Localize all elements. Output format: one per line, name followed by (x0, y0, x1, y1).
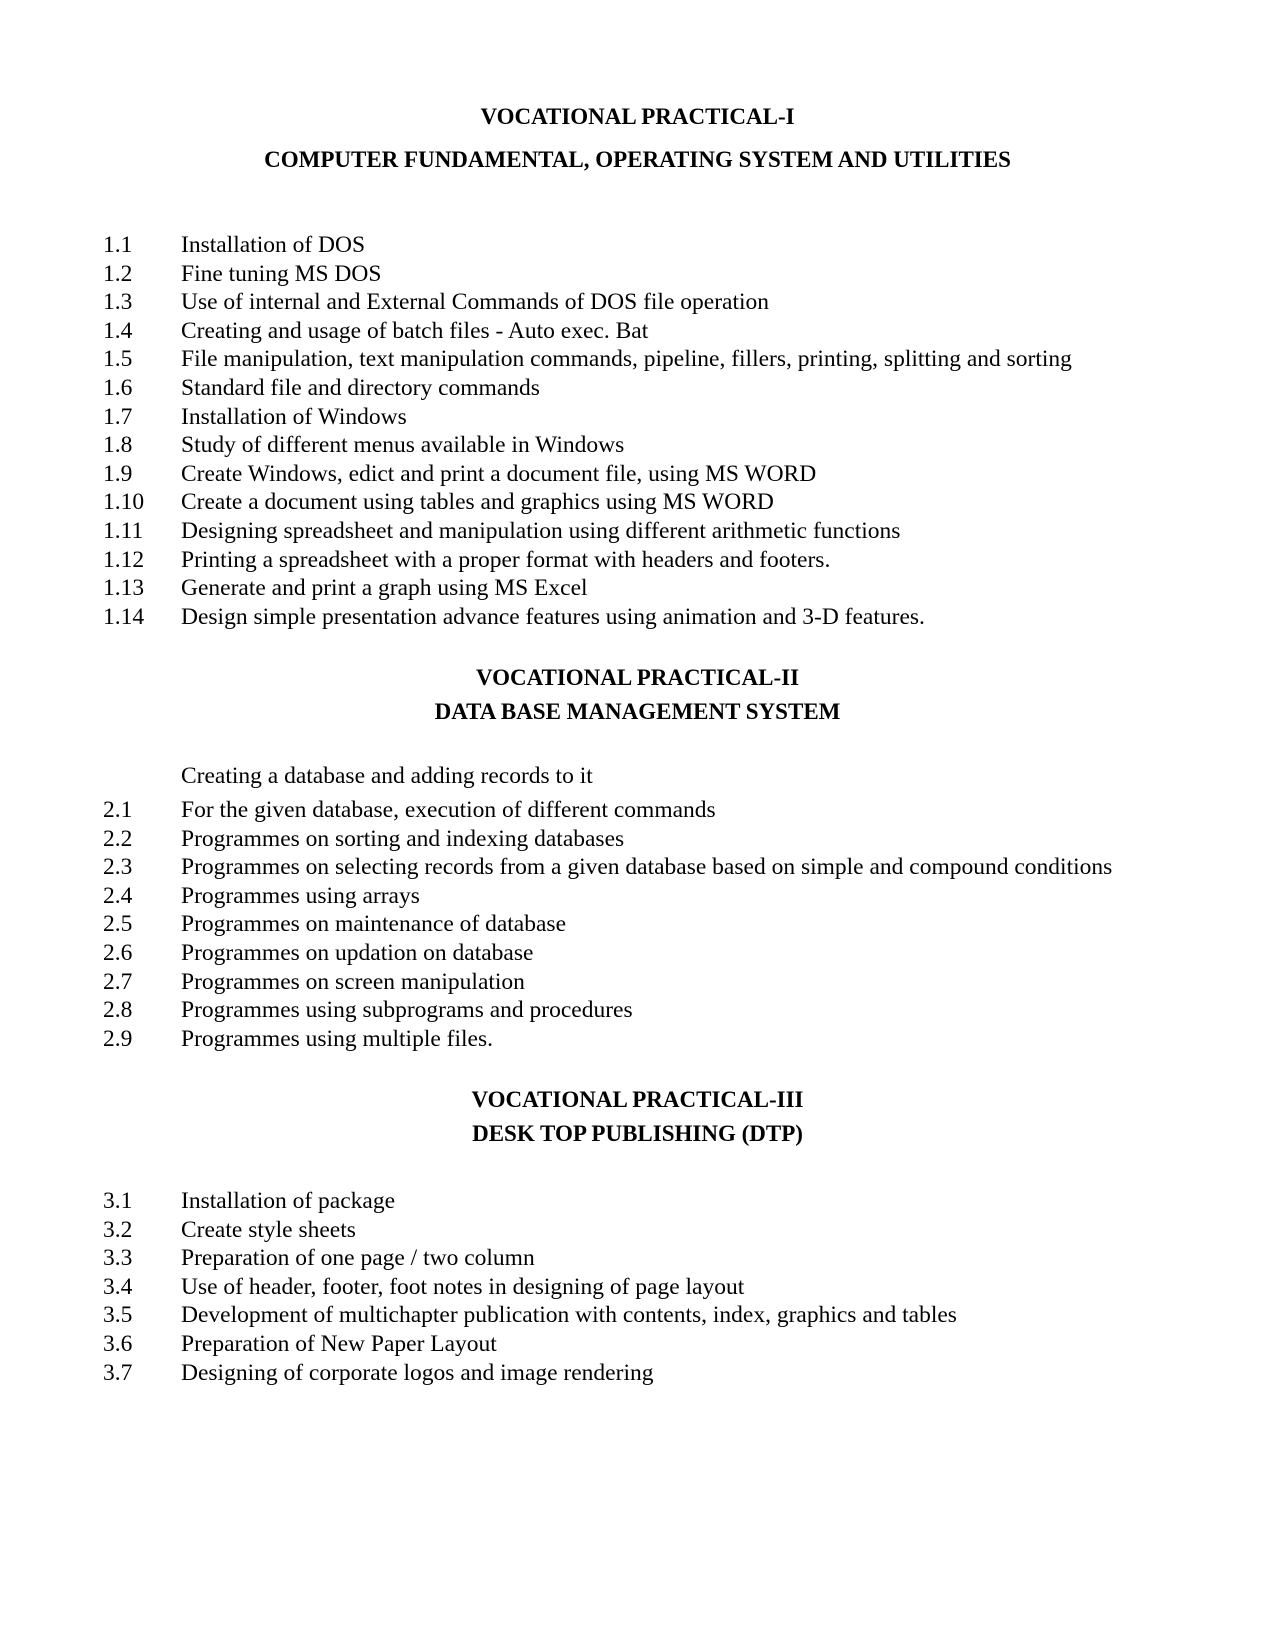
item-text: Create a document using tables and graphics using MS WORD (181, 489, 774, 516)
item-number: 1.14 (103, 603, 145, 630)
item-text: Designing spreadsheet and manipulation using different arithmetic functions (181, 517, 901, 544)
item-text: File manipulation, text manipulation commands, pipeline, fillers, printing, splitting and sorting (181, 346, 1072, 373)
item-text: Use of header, footer, foot notes in designing of page layout (181, 1273, 745, 1300)
item-text: Programmes on updation on database (181, 939, 534, 966)
item-number: 1.8 (103, 432, 133, 459)
item-number: 3.1 (103, 1188, 133, 1214)
section2-intro: Creating a database and adding records to it (181, 763, 593, 789)
item-text: Programmes on screen manipulation (181, 968, 525, 995)
item-text: Design simple presentation advance features using animation and 3-D features. (181, 603, 925, 630)
item-text: Fine tuning MS DOS (181, 260, 382, 287)
item-text: Preparation of one page / two column (181, 1245, 535, 1272)
item-number: 1.11 (103, 517, 144, 544)
item-number: 3.4 (103, 1273, 133, 1300)
item-number: 1.12 (103, 546, 145, 573)
item-text: Create Windows, edict and print a document file, using MS WORD (181, 460, 817, 487)
item-text: Create style sheets (181, 1216, 356, 1243)
item-text: For the given database, execution of different commands (181, 797, 716, 823)
item-number: 2.2 (103, 825, 133, 852)
item-number: 1.2 (103, 260, 133, 287)
item-text: Designing of corporate logos and image rendering (181, 1359, 654, 1386)
item-text: Creating and usage of batch files - Auto exec. Bat (181, 317, 649, 344)
item-number: 2.1 (103, 797, 133, 823)
item-number: 1.5 (103, 346, 133, 373)
item-text: Programmes using arrays (181, 882, 420, 909)
section3-title: VOCATIONAL PRACTICAL-III (471, 1087, 804, 1112)
item-number: 3.5 (103, 1302, 133, 1329)
item-number: 3.7 (103, 1359, 133, 1386)
item-text: Installation of package (181, 1188, 396, 1214)
item-text: Development of multichapter publication with contents, index, graphics and tables (181, 1302, 957, 1329)
item-number: 1.9 (103, 460, 133, 487)
item-number: 2.7 (103, 968, 133, 995)
item-text: Generate and print a graph using MS Excel (181, 575, 588, 602)
item-number: 1.3 (103, 289, 133, 316)
item-number: 2.8 (103, 997, 133, 1024)
item-text: Study of different menus available in Windows (181, 432, 625, 459)
item-text: Standard file and directory commands (181, 374, 540, 401)
section2-title: VOCATIONAL PRACTICAL-II (475, 665, 800, 690)
item-number: 2.3 (103, 854, 133, 881)
item-text: Printing a spreadsheet with a proper format with headers and footers. (181, 546, 831, 573)
item-text: Programmes on sorting and indexing databases (181, 825, 625, 852)
item-number: 1.13 (103, 575, 145, 602)
item-number: 3.6 (103, 1330, 133, 1357)
section3-subtitle: DESK TOP PUBLISHING (DTP) (472, 1121, 803, 1146)
section1-title: VOCATIONAL PRACTICAL-I (480, 104, 795, 129)
item-number: 2.9 (103, 1025, 133, 1052)
item-number: 1.1 (103, 232, 133, 258)
item-number: 1.10 (103, 489, 145, 516)
item-number: 3.3 (103, 1245, 133, 1272)
item-number: 2.4 (103, 882, 133, 909)
section1-subtitle: COMPUTER FUNDAMENTAL, OPERATING SYSTEM AND UTILITIES (264, 147, 1011, 172)
item-text: Preparation of New Paper Layout (181, 1330, 497, 1357)
item-text: Programmes on selecting records from a given database based on simple and compound conditions (181, 854, 1113, 881)
item-number: 1.6 (103, 374, 133, 401)
item-number: 2.5 (103, 911, 133, 938)
section2-subtitle: DATA BASE MANAGEMENT SYSTEM (434, 699, 841, 724)
item-number: 3.2 (103, 1216, 133, 1243)
item-text: Installation of DOS (181, 232, 366, 258)
item-number: 1.7 (103, 403, 133, 430)
item-text: Programmes using multiple files. (181, 1025, 493, 1052)
item-text: Programmes on maintenance of database (181, 911, 566, 938)
item-text: Use of internal and External Commands of DOS file operation (181, 289, 770, 316)
item-number: 1.4 (103, 317, 133, 344)
item-text: Installation of Windows (181, 403, 407, 430)
item-text: Programmes using subprograms and procedures (181, 997, 633, 1024)
item-number: 2.6 (103, 939, 133, 966)
